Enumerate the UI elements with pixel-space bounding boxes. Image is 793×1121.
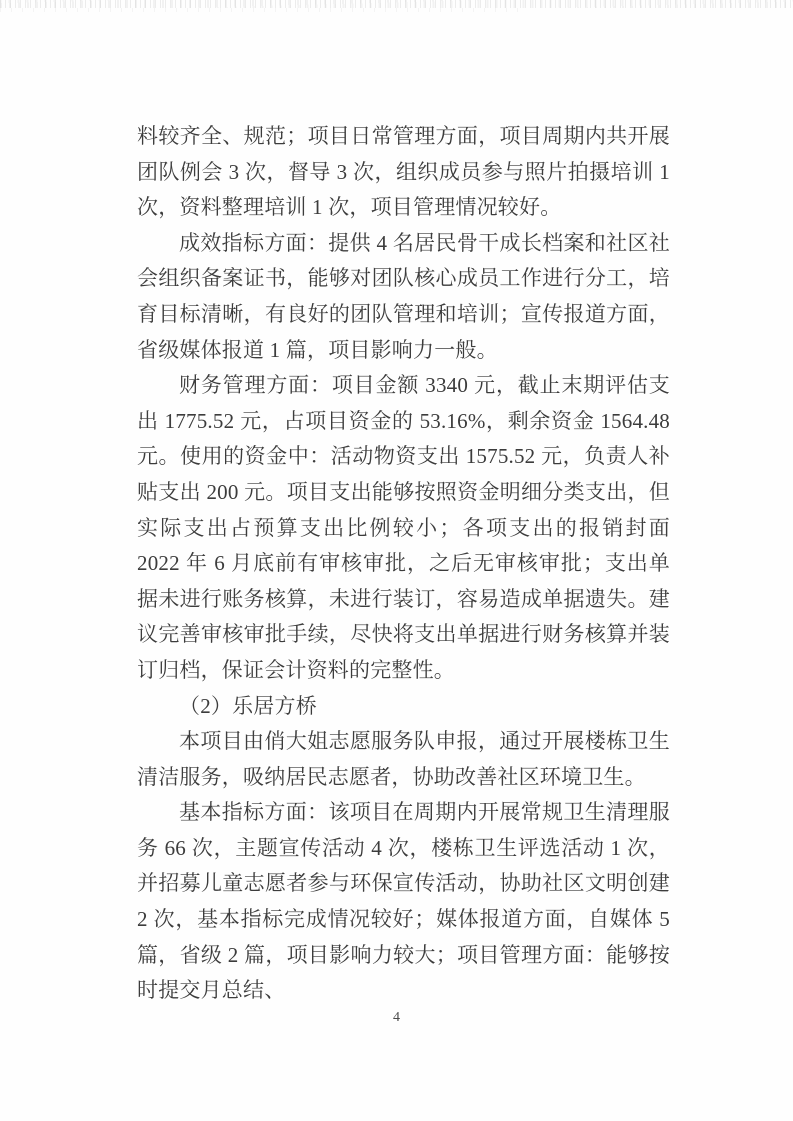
page-number: 4 bbox=[393, 1010, 400, 1025]
paragraph-project-introduction: 本项目由俏大姐志愿服务队申报，通过开展楼栋卫生清洁服务，吸纳居民志愿者，协助改善社区环境卫生。 bbox=[137, 729, 670, 789]
paragraph-effect-indicators: 成效指标方面：提供 4 名居民骨干成长档案和社区社会组织备案证书，能够对团队核心成员工作进行分工，培育目标清晰，有良好的团队管理和培训；宣传报道方面，省级媒体报道 1 篇，项目影响力一般。 bbox=[137, 230, 670, 362]
scan-noise-band-secondary bbox=[0, 8, 520, 12]
body-text bbox=[137, 119, 670, 1009]
paragraph-financial-management: 财务管理方面：项目金额 3340 元，截止末期评估支出 1775.52 元，占项目资金的 53.16%，剩余资金 1564.48 元。使用的资金中：活动物资支出 1575.52 元，负责人补贴支出 200 元。项目支出能够按照资金明细分类支出，但实际支出占预算支出比例较小；各项支出的报销封面 2022 年 6 月底前有审核审批，之后无审核审批；支出单据未进行账务核算，未进行装订，容易造成单据遗失。建议完善审核审批手续，尽快将支出单据进行财务核算并装订归档，保证会计资料的完整性。 bbox=[137, 373, 670, 682]
scan-noise-band bbox=[0, 0, 793, 8]
paragraph-management-continuation: 料较齐全、规范；项目日常管理方面，项目周期内共开展团队例会 3 次，督导 3 次，组织成员参与照片拍摄培训 1 次，资料整理培训 1 次，项目管理情况较好。 bbox=[137, 124, 670, 220]
paragraph-basic-indicators: 基本指标方面：该项目在周期内开展常规卫生清理服务 66 次，主题宣传活动 4 次，楼栋卫生评选活动 1 次，并招募儿童志愿者参与环保宣传活动，协助社区文明创建 2 次，基本指标完成情况较好；媒体报道方面，自媒体 5 篇，省级 2 篇，项目影响力较大；项目管理方面：能够按时提交月总结、 bbox=[137, 800, 670, 1003]
section-heading-leju-fangqiao: （2）乐居方桥 bbox=[179, 693, 317, 718]
